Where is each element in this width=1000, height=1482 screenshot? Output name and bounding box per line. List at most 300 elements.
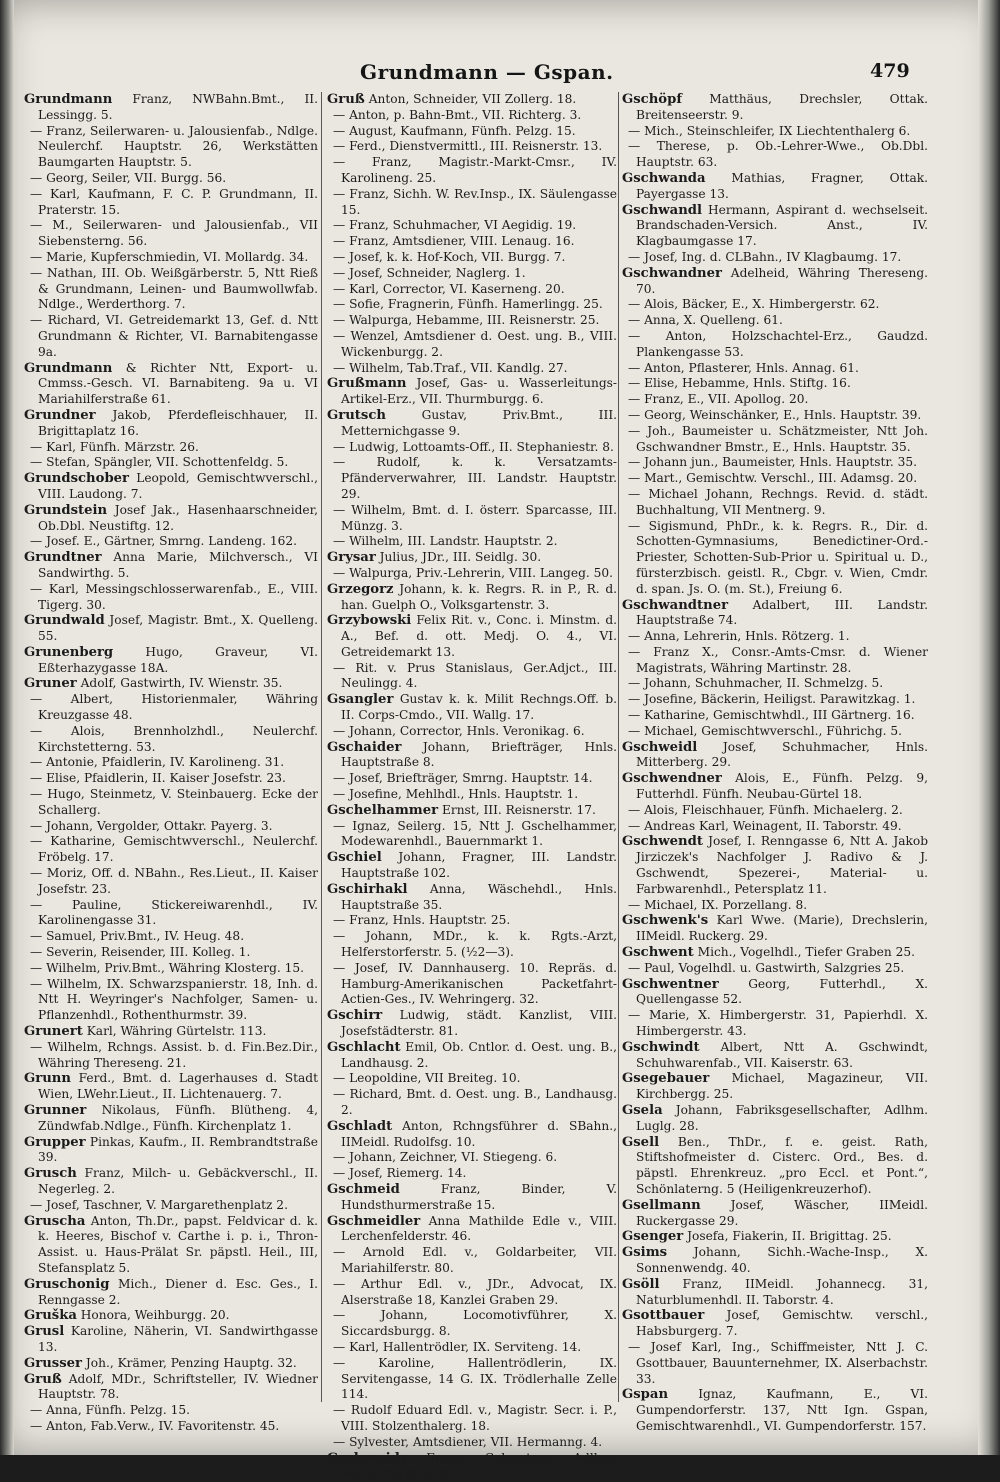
entry-details: Elise, Pfaidlerin, II. Kaiser Josefstr. 23. [46, 771, 286, 786]
directory-entry [622, 913, 928, 945]
directory-subentry [622, 708, 928, 724]
directory-subentry [24, 455, 318, 471]
directory-entry [622, 1245, 928, 1277]
entry-surname: Gspan [622, 1387, 669, 1403]
entry-details: Johann, k. k. Regrs. R. in P., R. d. han. Guelph O., Volksgartenstr. 3. [341, 581, 617, 612]
directory-subentry [622, 376, 928, 392]
entry-details: Sylvester, Amtsdiener, VII. Hermanng. 4. [349, 1434, 603, 1449]
entry-details: Franz, Magistr.-Markt-Cmsr., IV. Karolineng. 25. [341, 155, 617, 185]
directory-subentry [24, 582, 318, 614]
page-header [0, 56, 1000, 86]
directory-entry [24, 1024, 318, 1040]
entry-details: Albert, Historienmaler, Währing Kreuzgasse 48. [38, 692, 318, 723]
directory-entry [327, 1214, 617, 1246]
entry-details: Elise, Hebamme, Hnls. Stiftg. 16. [644, 376, 851, 391]
entry-details: Anton, Schneider, VII Zollerg. 18. [368, 92, 577, 106]
entry-details: Johann, Zeichner, VI. Stiegeng. 6. [349, 1150, 558, 1165]
entry-details: Josef, Schuhmacher, Hnls. Mitterberg. 29. [636, 739, 929, 770]
directory-subentry [622, 961, 928, 977]
running-title: Grundmann — Gspan. [360, 60, 614, 84]
directory-subentry [327, 124, 617, 140]
entry-details: Paul, Vogelhdl. u. Gastwirth, Salzgries 25. [644, 960, 905, 975]
entry-details: Richard, Bmt. d. Oest. ung. B., Landhausg. 2. [341, 1087, 618, 1117]
directory-entry [327, 1182, 617, 1214]
entry-surname: Grundstein [24, 502, 108, 518]
entry-details: Karl Wwe. (Marie), Drechslerin, IIMeidl. Ruckerg. 29. [636, 913, 929, 944]
directory-entry [622, 171, 928, 203]
entry-surname: Gschwendt [622, 834, 703, 850]
directory-subentry [327, 329, 617, 361]
entry-details: Anna Marie, Milchversch., VI Sandwirthg. 5. [38, 550, 318, 580]
entry-surname: Gsegebauer [622, 1071, 710, 1087]
directory-subentry [327, 455, 617, 502]
directory-subentry [24, 834, 318, 866]
entry-details: Franz X., Consr.-Amts-Cmsr. d. Wiener Magistrats, Währing Martinstr. 28. [636, 644, 929, 675]
entry-details: Franz, Seilerwaren- u. Jalousienfab., Ndlge. Neulerchf. Hauptstr. 26, Werkstätten Baumgarten Hauptstr. 5. [38, 123, 319, 170]
directory-subentry [622, 455, 928, 471]
entry-surname: Gschwentner [622, 976, 719, 992]
entry-details: Josef, Schneider, Naglerg. 1. [349, 265, 526, 280]
entry-surname: Gsottbauer [622, 1308, 705, 1324]
directory-subentry [327, 661, 617, 693]
entry-surname: Gsell [622, 1134, 660, 1150]
entry-details: Rit. v. Prus Stanislaus, Ger.Adjct., III. Neulingg. 4. [341, 660, 617, 691]
entry-details: Karl, Fünfh. Märzstr. 26. [46, 439, 199, 454]
entry-details: Mart., Gemischtw. Verschl., III. Adamsg. 20. [644, 471, 918, 486]
entry-details: Josefine, Bäckerin, Heiligst. Parawitzkag. 1. [644, 692, 916, 707]
entry-surname: Gschladt [327, 1118, 393, 1134]
directory-entry [622, 945, 928, 961]
column-divider [618, 92, 619, 1402]
entry-surname: Grundtner [24, 550, 102, 566]
directory-entry [24, 676, 318, 692]
entry-surname: Gschwandl [622, 202, 703, 218]
entry-details: Rudolf, k. k. Versatzamts-Pfänderverwahrer, III. Landstr. Hauptstr. 29. [341, 455, 617, 501]
entry-details: Therese, p. Ob.-Lehrer-Wwe., Ob.Dbl. Hauptstr. 63. [636, 139, 928, 170]
directory-entry [24, 1277, 318, 1309]
directory-entry [327, 882, 617, 914]
directory-entry [24, 1214, 318, 1277]
entry-details: Johann, Corrector, Hnls. Veronikag. 6. [349, 723, 585, 738]
entry-details: Josef, IV. Dannhauserg. 10. Repräs. d. Hamburg-Amerikanischen Packetfahrt-Actien-Ges., IV. Wehringerg. 32. [341, 960, 618, 1007]
entry-details: Josef, Riemerg. 14. [349, 1166, 467, 1181]
entry-details: Wilhelm, III. Landstr. Hauptstr. 2. [349, 534, 558, 549]
directory-entry [24, 1103, 318, 1135]
entry-details: Josef, Ing. d. CLBahn., IV Klagbaumg. 17. [644, 249, 902, 264]
directory-entry [24, 613, 318, 645]
entry-surname: Gsenger [622, 1229, 684, 1245]
entry-details: Walpurga, Priv.-Lehrerin, VIII. Langeg. 50. [349, 565, 614, 580]
entry-details: Ignaz, Kaufmann, E., VI. Gumpendorferstr. 137, Ntt Ign. Gspan, Gemischtwarenhdl., VI. Gumpendorferstr. 157. [636, 1387, 928, 1433]
directory-subentry [327, 1340, 617, 1356]
entry-surname: Gsangler [327, 692, 394, 708]
entry-surname: Gschwandtner [622, 597, 729, 613]
directory-subentry [327, 503, 617, 535]
entry-details: Alois, Brennholzhdl., Neulerchf. Kirchstetterng. 53. [38, 723, 318, 754]
entry-surname: Gsöll [622, 1276, 660, 1292]
entry-details: Alois, Fleischhauer, Fünfh. Michaelerg. 2. [644, 802, 903, 817]
entry-details: Moriz, Off. d. NBahn., Res.Lieut., II. Kaiser Josefstr. 23. [38, 866, 318, 896]
entry-details: & Richter Ntt, Export- u. Cmmss.-Gesch. VI. Barnabiteng. 9a u. VI Mariahilferstraße 61. [38, 360, 319, 407]
directory-entry [24, 361, 318, 408]
directory-entry [622, 1387, 928, 1434]
entry-surname: Gsellmann [622, 1197, 701, 1213]
directory-subentry [622, 803, 928, 819]
entry-surname: Gschaider [327, 739, 402, 755]
entry-details: Ernst, III. Reisnerstr. 17. [441, 802, 596, 817]
entry-details: Samuel, Priv.Bmt., IV. Heug. 48. [46, 929, 245, 944]
directory-entry [327, 1119, 617, 1151]
entry-details: Arnold Edl. v., Goldarbeiter, VII. Mariahilferstr. 80. [341, 1245, 618, 1275]
page-edge-right [978, 0, 1000, 1455]
entry-details: Wilhelm, Rchngs. Assist. b. d. Fin.Bez.Dir., Währing Thereseng. 21. [38, 1039, 319, 1070]
directory-subentry [24, 124, 318, 171]
directory-subentry [622, 1008, 928, 1040]
entry-details: Adolf, MDr., Schriftsteller, IV. Wiedner Hauptstr. 78. [38, 1371, 318, 1402]
entry-details: Josef, Briefträger, Smrng. Hauptstr. 14. [349, 771, 593, 786]
directory-subentry [24, 250, 318, 266]
column-1 [24, 92, 319, 1433]
directory-entry [327, 582, 617, 614]
directory-entry [24, 1071, 318, 1103]
column-divider [321, 92, 322, 1402]
entry-details: Johann, MDr., k. k. Rgts.-Arzt, Helferstorferstr. 5. (½2—3). [341, 929, 617, 960]
directory-subentry [327, 1071, 617, 1087]
column-2 [327, 92, 618, 1481]
entry-details: Anton, Rchngsführer d. SBahn., IIMeidl. Rudolfsg. 10. [341, 1118, 617, 1149]
entry-details: Anna, Fünfh. Pelzg. 15. [46, 1403, 190, 1418]
entry-surname: Grysar [327, 550, 376, 566]
directory-subentry [24, 187, 318, 219]
entry-surname: Grußmann [327, 376, 407, 392]
directory-subentry [24, 898, 318, 930]
entry-surname: Gruß [24, 1371, 62, 1387]
entry-details: Josef, Taschner, V. Margarethenplatz 2. [46, 1197, 288, 1212]
entry-details: Mathias, Fragner, Ottak. Payergasse 13. [636, 170, 928, 201]
entry-details: Nikolaus, Fünfh. Blütheng. 4, Zündwfab.Ndlge., Fünfh. Kirchenplatz 1. [38, 1103, 318, 1133]
entry-surname: Gschwent [622, 945, 694, 961]
directory-entry [327, 550, 617, 566]
directory-subentry [327, 1277, 617, 1309]
entry-details: Karl, Messingschlosserwarenfab., E., VIII. Tigerg. 30. [38, 581, 319, 612]
directory-entry [24, 92, 318, 124]
directory-entry [327, 408, 617, 440]
directory-subentry [24, 724, 318, 756]
directory-subentry [622, 250, 928, 266]
directory-entry [622, 92, 928, 124]
directory-subentry [24, 977, 318, 1024]
entry-details: Franz, Hnls. Hauptstr. 25. [349, 913, 511, 928]
entry-surname: Grusser [24, 1355, 82, 1371]
entry-surname: Grundmann [24, 360, 113, 376]
directory-subentry [327, 250, 617, 266]
entry-details: Hermann, Aspirant d. wechselseit. Brandschaden-Versich. Anst., IV. Klagbaumgasse 17. [636, 202, 928, 249]
entry-surname: Gsela [622, 1103, 663, 1118]
directory-entry [24, 1308, 318, 1324]
entry-details: Anton, p. Bahn-Bmt., VII. Richterg. 3. [349, 107, 582, 122]
directory-entry [622, 203, 928, 250]
entry-details: Gustav, Priv.Bmt., III. Metternichgasse 9. [341, 407, 618, 438]
directory-entry [24, 1166, 318, 1198]
entry-details: Michael, Gemischtwverschl., Führichg. 5. [644, 723, 903, 738]
directory-entry [24, 1135, 318, 1167]
directory-entry [622, 977, 928, 1009]
entry-details: Johann, Fabriksgesellschafter, Adlhm. Luglg. 28. [636, 1103, 929, 1133]
directory-entry [327, 1040, 617, 1072]
entry-surname: Grunn [24, 1071, 71, 1087]
entry-details: Anton, Holzschachtel-Erz., Gaudzd. Plankengasse 53. [636, 328, 929, 359]
directory-subentry [622, 819, 928, 835]
entry-details: Leopold, Gemischtwverschl., VIII. Laudong. 7. [38, 471, 318, 501]
entry-details: Honora, Weihburgg. 20. [80, 1308, 230, 1323]
entry-surname: Gruscha [24, 1213, 86, 1229]
directory-entry [327, 1008, 617, 1040]
entry-details: Richard, VI. Getreidemarkt 13, Gef. d. Ntt Grundmann & Richter, VI. Barnabitengasse 9a. [38, 313, 318, 359]
entry-details: Michael Johann, Rechngs. Revid. d. städt. Buchhaltung, VII Mentnerg. 9. [636, 486, 928, 517]
entry-details: Alois, Bäcker, E., X. Himbergerstr. 62. [644, 297, 880, 312]
entry-details: Adelheid, Währing Thereseng. 70. [636, 265, 928, 296]
entry-details: Karoline, Hallentrödlerin, IX. Servitengasse, 14 G. IX. Trödlerhalle Zelle 114. [341, 1355, 617, 1402]
directory-subentry [327, 282, 617, 298]
entry-details: Karl, Corrector, VI. Kaserneng. 20. [349, 281, 565, 296]
entry-details: Marie, X. Himbergerstr. 31, Papierhdl. X. Himbergerstr. 43. [636, 1008, 929, 1039]
entry-details: Katharine, Gemischtwverschl., Neulerchf. Fröbelg. 17. [38, 834, 318, 865]
entry-details: Jakob, Pferdefleischhauer, II. Brigittaplatz 16. [38, 407, 318, 438]
directory-subentry [24, 819, 318, 835]
directory-subentry [327, 819, 617, 851]
entry-details: Johann, Schuhmacher, II. Schmelzg. 5. [644, 676, 884, 691]
directory-entry [622, 834, 928, 897]
entry-details: Adolf, Gastwirth, IV. Wienstr. 35. [80, 676, 283, 691]
entry-details: Ben., ThDr., f. e. geist. Rath, Stiftshofmeister d. Cisterc. Ord., Bes. d. päpstl. Ehrenkreuz. „pro Eccl. et Pont.“, Schönlaterng. 5 (Heiligenkreuzerhof). [636, 1134, 928, 1196]
entry-surname: Grundschober [24, 471, 130, 487]
entry-details: Anton, Fab.Verw., IV. Favoritenstr. 45. [46, 1418, 280, 1433]
directory-subentry [327, 440, 617, 456]
directory-subentry [327, 1166, 617, 1182]
directory-subentry [622, 898, 928, 914]
entry-details: Mich., Steinschleifer, IX Liechtenthalerg 6. [644, 123, 911, 138]
entry-details: Joh., Baumeister u. Schätzmeister, Ntt Joh. Gschwandner Bmstr., E., Hnls. Hauptstr. 35. [636, 423, 929, 454]
entry-details: Josef, Gemischtw. verschl., Habsburgerg. 7. [636, 1308, 928, 1339]
directory-entry [622, 1135, 928, 1198]
directory-subentry [327, 787, 617, 803]
directory-subentry [327, 266, 617, 282]
entry-details: Anna Mathilde Edle v., VIII. Lerchenfelderstr. 46. [341, 1213, 618, 1244]
entry-surname: Grutsch [327, 407, 386, 423]
entry-details: Adalbert, III. Landstr. Hauptstraße 74. [636, 597, 929, 628]
entry-details: August, Kaufmann, Fünfh. Pelzg. 15. [349, 123, 576, 138]
entry-details: Karl, Kaufmann, F. C. P. Grundmann, II. Praterstr. 15. [38, 186, 318, 217]
entry-details: Josefa, Fiakerin, II. Brigittag. 25. [687, 1229, 892, 1244]
directory-subentry [327, 218, 617, 234]
entry-details: Josefine, Mehlhdl., Hnls. Hauptstr. 1. [349, 787, 579, 802]
directory-subentry [327, 297, 617, 313]
directory-entry [622, 1308, 928, 1340]
entry-details: Johann, Vergolder, Ottakr. Payerg. 3. [46, 818, 273, 833]
column-3 [622, 92, 929, 1433]
entry-surname: Gschirr [327, 1008, 383, 1024]
directory-entry [327, 376, 617, 408]
entry-details: Walpurga, Hebamme, III. Reisnerstr. 25. [349, 313, 600, 328]
directory-entry [327, 850, 617, 882]
directory-subentry [622, 1340, 928, 1387]
entry-details: Pinkas, Kaufm., II. Rembrandtstraße 39. [38, 1134, 319, 1165]
entry-details: Joh., Krämer, Penzing Hauptg. 32. [85, 1355, 297, 1370]
entry-details: Franz, Colporteur, Adlhm. Stättermayerg. 5. [341, 1450, 617, 1481]
entry-details: Sofie, Fragnerin, Fünfh. Hamerlingg. 25. [349, 297, 603, 312]
entry-surname: Gruschonig [24, 1276, 110, 1292]
directory-subentry [327, 313, 617, 329]
entry-surname: Grusl [24, 1324, 65, 1340]
entry-surname: Gschmeid [327, 1181, 400, 1197]
directory-subentry [327, 1245, 617, 1277]
entry-surname: Gschwenk's [622, 913, 709, 929]
entry-details: Katharine, Gemischtwhdl., III Gärtnerg. 16. [644, 708, 915, 723]
directory-subentry [327, 1308, 617, 1340]
directory-subentry [24, 755, 318, 771]
directory-subentry [24, 1419, 318, 1435]
entry-surname: Grundwald [24, 613, 105, 629]
entry-surname: Gruß [327, 92, 365, 107]
entry-surname: Gschwandner [622, 265, 722, 281]
directory-subentry [327, 961, 617, 1008]
directory-subentry [622, 313, 928, 329]
directory-subentry [24, 1198, 318, 1214]
entry-details: Franz, Schuhmacher, VI Aegidig. 19. [349, 218, 577, 233]
entry-details: Josef, k. k. Hof-Koch, VII. Burgg. 7. [349, 249, 566, 264]
entry-details: Franz, E., VII. Apollog. 20. [644, 392, 809, 407]
entry-details: Leopoldine, VII Breiteg. 10. [349, 1071, 521, 1086]
entry-surname: Gschöpf [622, 92, 682, 107]
directory-subentry [327, 234, 617, 250]
entry-details: Karoline, Näherin, VI. Sandwirthgasse 13. [38, 1324, 318, 1354]
directory-subentry [24, 534, 318, 550]
entry-surname: Grunenberg [24, 644, 114, 660]
entry-details: Rudolf Eduard Edl. v., Magistr. Secr. i. P., VIII. Stolzenthalerg. 18. [341, 1403, 617, 1433]
entry-surname: Gschweidl [622, 739, 698, 755]
entry-surname: Grunert [24, 1024, 83, 1040]
directory-subentry [327, 771, 617, 787]
directory-subentry [622, 487, 928, 519]
directory-entry [622, 771, 928, 803]
directory-subentry [24, 771, 318, 787]
entry-details: Josef, Gas- u. Wasserleitungs-Artikel-Erz., VII. Thurmburgg. 6. [341, 376, 618, 407]
entry-surname: Gschwindt [622, 1039, 700, 1055]
entry-details: Arthur Edl. v., JDr., Advocat, IX. Alserstraße 18, Kanzlei Graben 29. [341, 1276, 617, 1307]
entry-details: Severin, Reisender, III. Kolleg. 1. [46, 945, 251, 960]
directory-subentry [327, 1087, 617, 1119]
directory-entry [622, 1277, 928, 1309]
directory-entry [622, 1103, 928, 1135]
directory-subentry [327, 1150, 617, 1166]
entry-details: Franz, NWBahn.Bmt., II. Lessingg. 5. [38, 92, 318, 122]
directory-subentry [622, 297, 928, 313]
entry-details: Josef Karl, Ing., Schiffmeister, Ntt J. C. Gsottbauer, Bauunternehmer, IX. Alserbachstr. 33. [636, 1339, 929, 1386]
directory-subentry [622, 692, 928, 708]
entry-details: Anna, Wäschehdl., Hnls. Hauptstraße 35. [341, 881, 617, 912]
entry-details: Johann, Fragner, III. Landstr. Hauptstraße 102. [341, 850, 617, 881]
directory-entry [327, 613, 617, 660]
directory-subentry [622, 629, 928, 645]
entry-details: Pauline, Stickereiwarenhdl., IV. Karolinengasse 31. [38, 897, 318, 928]
directory-entry [24, 550, 318, 582]
entry-surname: Grundmann [24, 92, 113, 107]
entry-details: Michael, IX. Porzellang. 8. [644, 897, 808, 912]
entry-details: Ignaz, Seilerg. 15, Ntt J. Gschelhammer, Modewarenhdl., Bauernmarkt 1. [341, 818, 618, 849]
entry-details: Nathan, III. Ob. Weißgärberstr. 5, Ntt Rieß & Grundmann, Leinen- und Baumwollwfab. Ndlge., Werderthorg. 7. [38, 265, 318, 312]
directory-subentry [327, 1435, 617, 1451]
directory-entry [24, 503, 318, 535]
directory-entry [622, 740, 928, 772]
entry-surname: Gschlacht [327, 1039, 401, 1055]
directory-subentry [622, 408, 928, 424]
directory-subentry [327, 1356, 617, 1403]
entry-details: Franz, Amtsdiener, VIII. Lenaug. 16. [349, 234, 575, 249]
entry-details: Anton, Pflasterer, Hnls. Annag. 61. [644, 360, 859, 375]
entry-details: Ludwig, städt. Kanzlist, VIII. Josefstädterstr. 81. [341, 1008, 618, 1039]
directory-entry [327, 1451, 617, 1482]
entry-surname: Grupper [24, 1134, 86, 1150]
entry-details: M., Seilerwaren- und Jalousienfab., VII Siebensterng. 56. [38, 218, 318, 249]
directory-subentry [622, 519, 928, 598]
entry-details: Wilhelm, Bmt. d. I. österr. Sparcasse, III. Münzg. 3. [341, 502, 617, 533]
entry-surname: Grusch [24, 1166, 77, 1182]
entry-details: Mich., Diener d. Esc. Ges., I. Renngasse 2. [38, 1276, 318, 1307]
entry-details: Franz, Milch- u. Gebäckverschl., II. Negerleg. 2. [38, 1166, 318, 1196]
directory-subentry [24, 171, 318, 187]
directory-subentry [327, 534, 617, 550]
entry-details: Anton, Th.Dr., papst. Feldvicar d. k. k. Heeres, Bischof v. Carthe i. p. i., Thron-Assist. u. Haus-Prälat Sr. päpstl. Heil., III, Stefansplatz 5. [38, 1213, 319, 1275]
directory-subentry [327, 724, 617, 740]
directory-subentry [327, 108, 617, 124]
entry-details: Johann, Locomotivführer, X. Siccardsburgg. 8. [341, 1308, 617, 1339]
entry-details: Mich., Vogelhdl., Tiefer Graben 25. [697, 945, 915, 960]
directory-entry [24, 471, 318, 503]
directory-entry [24, 1356, 318, 1372]
directory-subentry [622, 392, 928, 408]
directory-subentry [24, 218, 318, 250]
directory-entry [622, 1229, 928, 1245]
entry-details: Josef. E., Gärtner, Smrng. Landeng. 162. [46, 534, 298, 549]
entry-surname: Gsims [622, 1245, 668, 1261]
entry-surname: Gruner [24, 676, 77, 692]
directory-entry [622, 266, 928, 298]
entry-details: Stefan, Spängler, VII. Schottenfeldg. 5. [46, 455, 289, 470]
entry-details: Wenzel, Amtsdiener d. Oest. ung. B., VIII. Wickenburgg. 2. [341, 328, 617, 359]
entry-details: Karl, Hallentrödler, IX. Serviteng. 14. [349, 1339, 582, 1354]
directory-subentry [24, 945, 318, 961]
directory-subentry [327, 929, 617, 961]
directory-subentry [24, 1403, 318, 1419]
directory-subentry [622, 124, 928, 140]
entry-details: Franz, Binder, V. Hundsthurmerstraße 15. [341, 1181, 618, 1212]
entry-details: Hugo, Steinmetz, V. Steinbauerg. Ecke der Schallerg. [38, 787, 318, 817]
entry-surname: Gschiel [327, 850, 382, 866]
directory-subentry [24, 929, 318, 945]
entry-details: Antonie, Pfaidlerin, IV. Karolineng. 31. [46, 755, 285, 770]
entry-details: Georg, Seiler, VII. Burgg. 56. [46, 170, 227, 185]
entry-details: Josef Jak., Hasenhaarschneider, Ob.Dbl. Neustiftg. 12. [38, 502, 319, 533]
entry-details: Johann, Briefträger, Hnls. Hauptstraße 8. [341, 739, 617, 770]
entry-surname: Gschirhakl [327, 881, 408, 897]
entry-details: Julius, JDr., III. Seidlg. 30. [379, 550, 542, 565]
directory-entry [327, 692, 617, 724]
entry-details: Wilhelm, Tab.Traf., VII. Kandlg. 27. [349, 360, 568, 375]
page-edge-left [0, 0, 14, 1455]
directory-entry [622, 598, 928, 630]
entry-details: Ferd., Dienstvermittl., III. Reisnerstr. 13. [349, 139, 603, 154]
directory-entry [622, 1071, 928, 1103]
